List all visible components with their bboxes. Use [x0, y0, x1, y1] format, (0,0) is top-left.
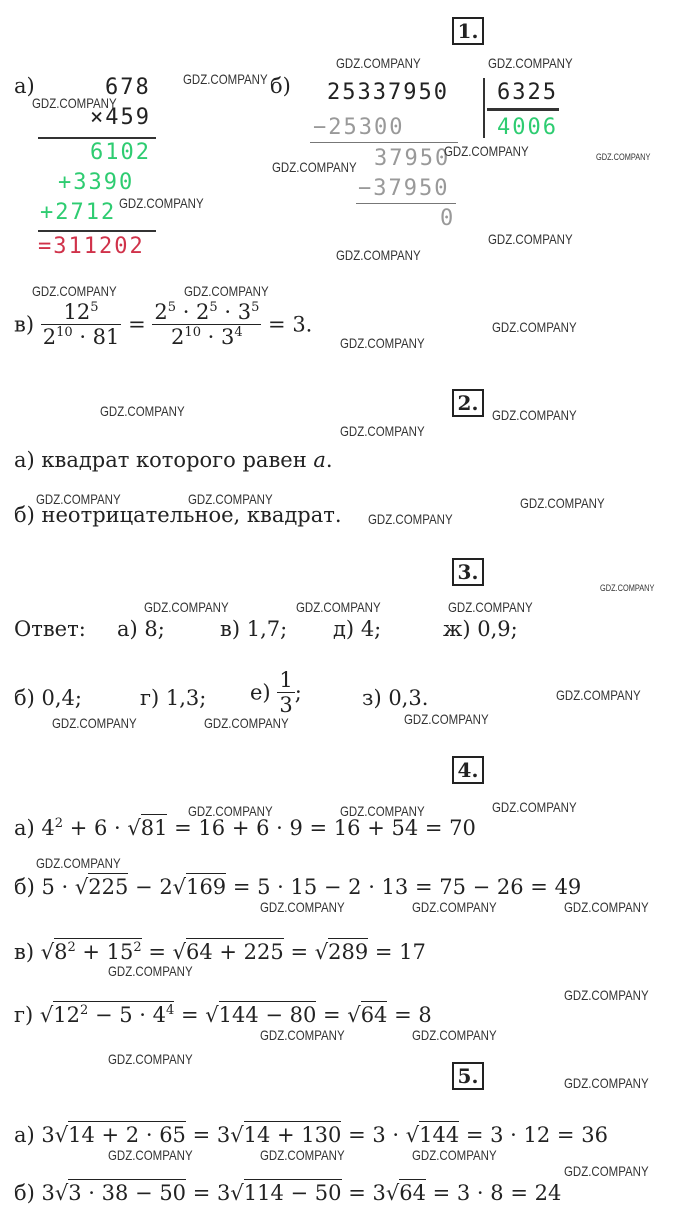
watermark: GDZ.COMPANY [36, 491, 121, 507]
task1-a-label: а) [14, 74, 35, 98]
watermark: GDZ.COMPANY [564, 1075, 649, 1091]
watermark: GDZ.COMPANY [184, 283, 269, 299]
section-number-5: 5. [452, 1062, 484, 1090]
task1-b-label: б) [270, 74, 291, 98]
watermark: GDZ.COMPANY [444, 143, 529, 159]
watermark: GDZ.COMPANY [448, 599, 533, 615]
watermark: GDZ.COMPANY [488, 231, 573, 247]
watermark: GDZ.COMPANY [100, 403, 185, 419]
task4-a: а) $4^2 + 6 \cdot √81 = 16 + 6 \cdot 9 = 16 + 54 = 70$ [14, 816, 476, 840]
task3-e: е) $\frac{1}{3}$ ; [250, 668, 302, 717]
div-line-2 [356, 203, 456, 204]
mult-line-2 [38, 230, 156, 232]
watermark: GDZ.COMPANY [492, 799, 577, 815]
watermark: GDZ.COMPANY [108, 1051, 193, 1067]
task5-b: б) 3√3 · 38 − 50 = 3√114 − 50 = 3√64 = 3 · 8 = 24 [14, 1181, 562, 1205]
watermark: GDZ.COMPANY [188, 491, 273, 507]
mult-partial-3: +2712 [40, 200, 117, 225]
watermark: GDZ.COMPANY [340, 803, 425, 819]
watermark: GDZ.COMPANY [260, 899, 345, 915]
watermark: GDZ.COMPANY [32, 283, 117, 299]
div-subtract-2: −37950 [358, 176, 450, 201]
div-dividend: 25337950 [327, 80, 449, 105]
section-number-2: 2. [452, 389, 484, 417]
mult-top: 678 [105, 75, 151, 100]
watermark: GDZ.COMPANY [32, 95, 117, 111]
watermark: GDZ.COMPANY [488, 55, 573, 71]
watermark: GDZ.COMPANY [119, 195, 204, 211]
watermark: GDZ.COMPANY [596, 152, 651, 162]
watermark: GDZ.COMPANY [412, 1027, 497, 1043]
div-line-1 [310, 142, 458, 143]
section-number-1: 1. [452, 17, 484, 45]
watermark: GDZ.COMPANY [404, 711, 489, 727]
watermark: GDZ.COMPANY [272, 159, 357, 175]
mult-bottom: ×459 [90, 105, 151, 130]
task1-v-label: в) [14, 312, 35, 337]
div-quotient-line [487, 108, 559, 111]
mult-partial-2: +3390 [58, 170, 135, 195]
watermark: GDZ.COMPANY [260, 1147, 345, 1163]
watermark: GDZ.COMPANY [564, 987, 649, 1003]
task1-v-equation: в) $\frac{12^5}{2^{10} \cdot 81}$ = $\frac{2^5 \cdot 2^5 \cdot 3^5}{2^{10} \cdot 3^4}$ = 3. [14, 300, 313, 349]
watermark: GDZ.COMPANY [183, 71, 268, 87]
div-remainder-1: 37950 [374, 146, 451, 171]
div-remainder-2: 0 [440, 206, 456, 231]
watermark: GDZ.COMPANY [368, 511, 453, 527]
watermark: GDZ.COMPANY [564, 899, 649, 915]
watermark: GDZ.COMPANY [108, 1147, 193, 1163]
watermark: GDZ.COMPANY [336, 247, 421, 263]
task4-v: в) $√8^2 + 15^2 = √64 + 225 = √289 = 17$ [14, 940, 426, 964]
div-bar [483, 78, 485, 138]
watermark: GDZ.COMPANY [204, 715, 289, 731]
watermark: GDZ.COMPANY [340, 335, 425, 351]
watermark: GDZ.COMPANY [492, 319, 577, 335]
watermark: GDZ.COMPANY [52, 715, 137, 731]
task3-zh: ж) 0,9; [443, 617, 518, 641]
div-quotient: 4006 [497, 115, 558, 140]
task3-g: г) 1,3; [140, 686, 207, 710]
task2-a: а) квадрат которого равен a. [14, 448, 333, 472]
task4-b: б) 5 · √225 − 2√169 = 5 · 15 − 2 · 13 = 75 − 26 = 49 [14, 875, 582, 899]
task3-d: д) 4; [333, 617, 382, 641]
fraction-2: $\frac{2^5 \cdot 2^5 \cdot 3^5}{2^{10} \cdot 3^4}$ [154, 300, 260, 349]
watermark: GDZ.COMPANY [520, 495, 605, 511]
div-divisor: 6325 [497, 80, 558, 105]
watermark: GDZ.COMPANY [188, 803, 273, 819]
mult-line-1 [38, 137, 156, 139]
fraction-1: $\frac{12^5}{2^{10} \cdot 81}$ [42, 300, 120, 349]
task3-v: в) 1,7; [220, 617, 288, 641]
watermark: GDZ.COMPANY [492, 407, 577, 423]
mult-result: =311202 [38, 234, 145, 259]
section-number-3: 3. [452, 558, 484, 586]
fraction-one-third: $\frac{1}{3}$ [279, 668, 293, 717]
task2-b: б) неотрицательное, квадрат. [14, 503, 342, 527]
mult-partial-1: 6102 [90, 140, 151, 165]
task3-answer-label: Ответ: [14, 617, 86, 641]
watermark: GDZ.COMPANY [108, 963, 193, 979]
watermark: GDZ.COMPANY [260, 1027, 345, 1043]
watermark: GDZ.COMPANY [336, 55, 421, 71]
watermark: GDZ.COMPANY [556, 687, 641, 703]
watermark: GDZ.COMPANY [340, 423, 425, 439]
watermark: GDZ.COMPANY [412, 899, 497, 915]
watermark: GDZ.COMPANY [36, 855, 121, 871]
watermark: GDZ.COMPANY [600, 583, 655, 593]
div-subtract-1: −25300 [313, 115, 405, 140]
task3-a: а) 8; [117, 617, 165, 641]
task3-b: б) 0,4; [14, 686, 82, 710]
watermark: GDZ.COMPANY [296, 599, 381, 615]
task4-g: г) $√12^2 - 5 \cdot 4^4 = √144 - 80 = √64 = 8$ [14, 1003, 432, 1027]
watermark: GDZ.COMPANY [144, 599, 229, 615]
task5-a: а) 3√14 + 2 · 65 = 3√14 + 130 = 3 · √144 = 3 · 12 = 36 [14, 1123, 608, 1147]
section-number-4: 4. [452, 756, 484, 784]
watermark: GDZ.COMPANY [564, 1163, 649, 1179]
watermark: GDZ.COMPANY [412, 1147, 497, 1163]
task1-v-result: = 3. [268, 312, 313, 337]
task3-z: з) 0,3. [362, 686, 429, 710]
